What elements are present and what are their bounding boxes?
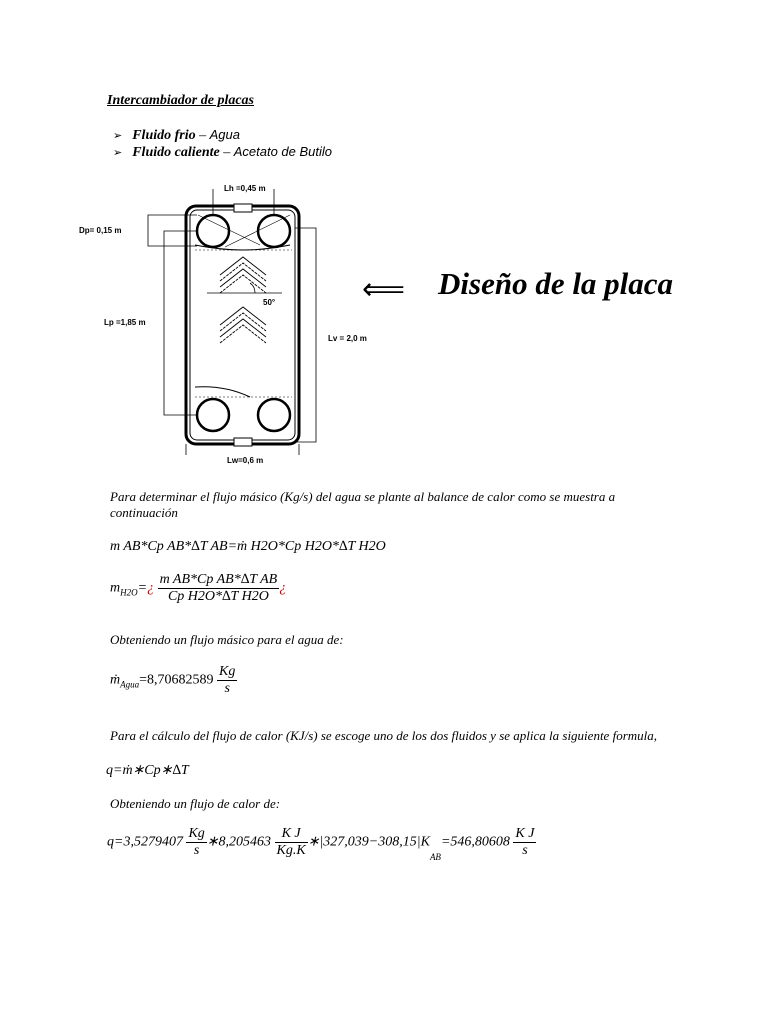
eq-lhs: m bbox=[110, 580, 121, 596]
paragraph-heat-flow: Para el cálculo del flujo de calor (KJ/s) se escoge uno de los dos fluidos y se aplica la siguiente formula, bbox=[110, 728, 657, 743]
eq-denominator: s bbox=[224, 681, 230, 696]
eq-lhs: ṁ bbox=[110, 672, 121, 688]
document-title: Intercambiador de placas bbox=[107, 93, 254, 108]
top-notch bbox=[234, 204, 252, 212]
eq-numerator: K J bbox=[515, 826, 535, 841]
equation-heat-balance bbox=[110, 539, 386, 555]
eq-part: q=3,5279407 bbox=[107, 834, 183, 850]
eq-question-mark: ¿ bbox=[279, 580, 287, 596]
bullet-hot-fluid bbox=[113, 144, 332, 161]
eq-part: ∗8,205463 bbox=[206, 834, 272, 850]
eq-denominator: s bbox=[522, 843, 528, 858]
port-bottom-right bbox=[258, 399, 290, 431]
bullet-sep: – bbox=[195, 128, 210, 143]
bottom-notch bbox=[234, 438, 252, 446]
equation-heat-formula: q=ṁ∗Cp∗∆T bbox=[106, 763, 189, 778]
eq-numerator: m AB*Cp AB*∆T AB bbox=[159, 572, 278, 587]
gasket-bottom bbox=[195, 387, 250, 397]
eq-unit-fraction bbox=[217, 664, 237, 697]
eq-part: ∗|327,039−308,15|K bbox=[307, 834, 430, 850]
eq-numerator: K J bbox=[275, 826, 308, 843]
distribution-top bbox=[198, 215, 290, 247]
paragraph-mass-flow: Para determinar el flujo másico (Kg/s) del agua se plante al balance de calor como se muestra a continuación bbox=[110, 489, 616, 520]
dp-label: Dp= 0,15 m bbox=[79, 226, 122, 235]
eq-question-mark: ¿ bbox=[147, 580, 155, 596]
port-top-left bbox=[197, 215, 229, 247]
chevron-pattern bbox=[220, 257, 266, 343]
plate-design-heading: Diseño de la placa bbox=[438, 266, 674, 301]
paragraph-heat-result: Obteniendo un flujo de calor de: bbox=[110, 796, 281, 811]
eq-fraction bbox=[158, 572, 280, 605]
eq-lhs-sub: H2O bbox=[120, 587, 138, 598]
bullet-label: Fluido frio bbox=[132, 128, 196, 143]
bullet-label: Fluido caliente bbox=[132, 145, 220, 160]
equation-mass-flow-value bbox=[110, 664, 237, 697]
lp-label: Lp =1,85 m bbox=[104, 318, 146, 327]
eq-numerator: Kg bbox=[219, 664, 236, 679]
port-bottom-left bbox=[197, 399, 229, 431]
arrow-bullet-icon: ➢ bbox=[113, 146, 123, 159]
lv-label: Lv = 2,0 m bbox=[328, 334, 367, 343]
eq-part: =546,80608 bbox=[440, 834, 510, 850]
eq-numerator: Kg bbox=[188, 826, 205, 841]
eq-sub: AB bbox=[429, 851, 441, 862]
eq-equals: = bbox=[137, 580, 148, 596]
bullet-text: Acetato de Butilo bbox=[233, 144, 333, 159]
eq-fraction bbox=[275, 826, 308, 859]
bullet-cold-fluid bbox=[113, 127, 240, 144]
eq-denominator: s bbox=[193, 843, 200, 858]
port-top-right bbox=[258, 215, 290, 247]
angle-label: 50° bbox=[263, 298, 276, 307]
left-arrow-icon: ⟸ bbox=[362, 272, 406, 307]
eq-fraction bbox=[513, 826, 536, 859]
bullet-text: Agua bbox=[209, 127, 240, 142]
equation-water-flow bbox=[110, 572, 286, 605]
paragraph-mass-flow-result: Obteniendo un flujo másico para el agua de: bbox=[110, 632, 344, 647]
eq-denominator: Cp H2O*∆T H2O bbox=[167, 589, 269, 604]
equation-heat-value bbox=[107, 826, 536, 862]
angle-arc bbox=[250, 283, 255, 293]
lh-label: Lh =0,45 m bbox=[224, 184, 266, 193]
bullet-sep: – bbox=[219, 145, 234, 160]
equation-text: m AB*Cp AB*∆T AB=ṁ H2O*Cp H2O*∆T H2O bbox=[110, 539, 386, 554]
arrow-bullet-icon: ➢ bbox=[113, 129, 123, 142]
eq-value: =8,70682589 bbox=[139, 672, 214, 688]
eq-fraction bbox=[186, 826, 206, 859]
eq-lhs-sub: Agua bbox=[120, 679, 140, 690]
eq-denominator: Kg.K bbox=[276, 843, 306, 858]
lp-dimension bbox=[164, 231, 198, 415]
lw-label: Lw=0,6 m bbox=[227, 456, 264, 465]
